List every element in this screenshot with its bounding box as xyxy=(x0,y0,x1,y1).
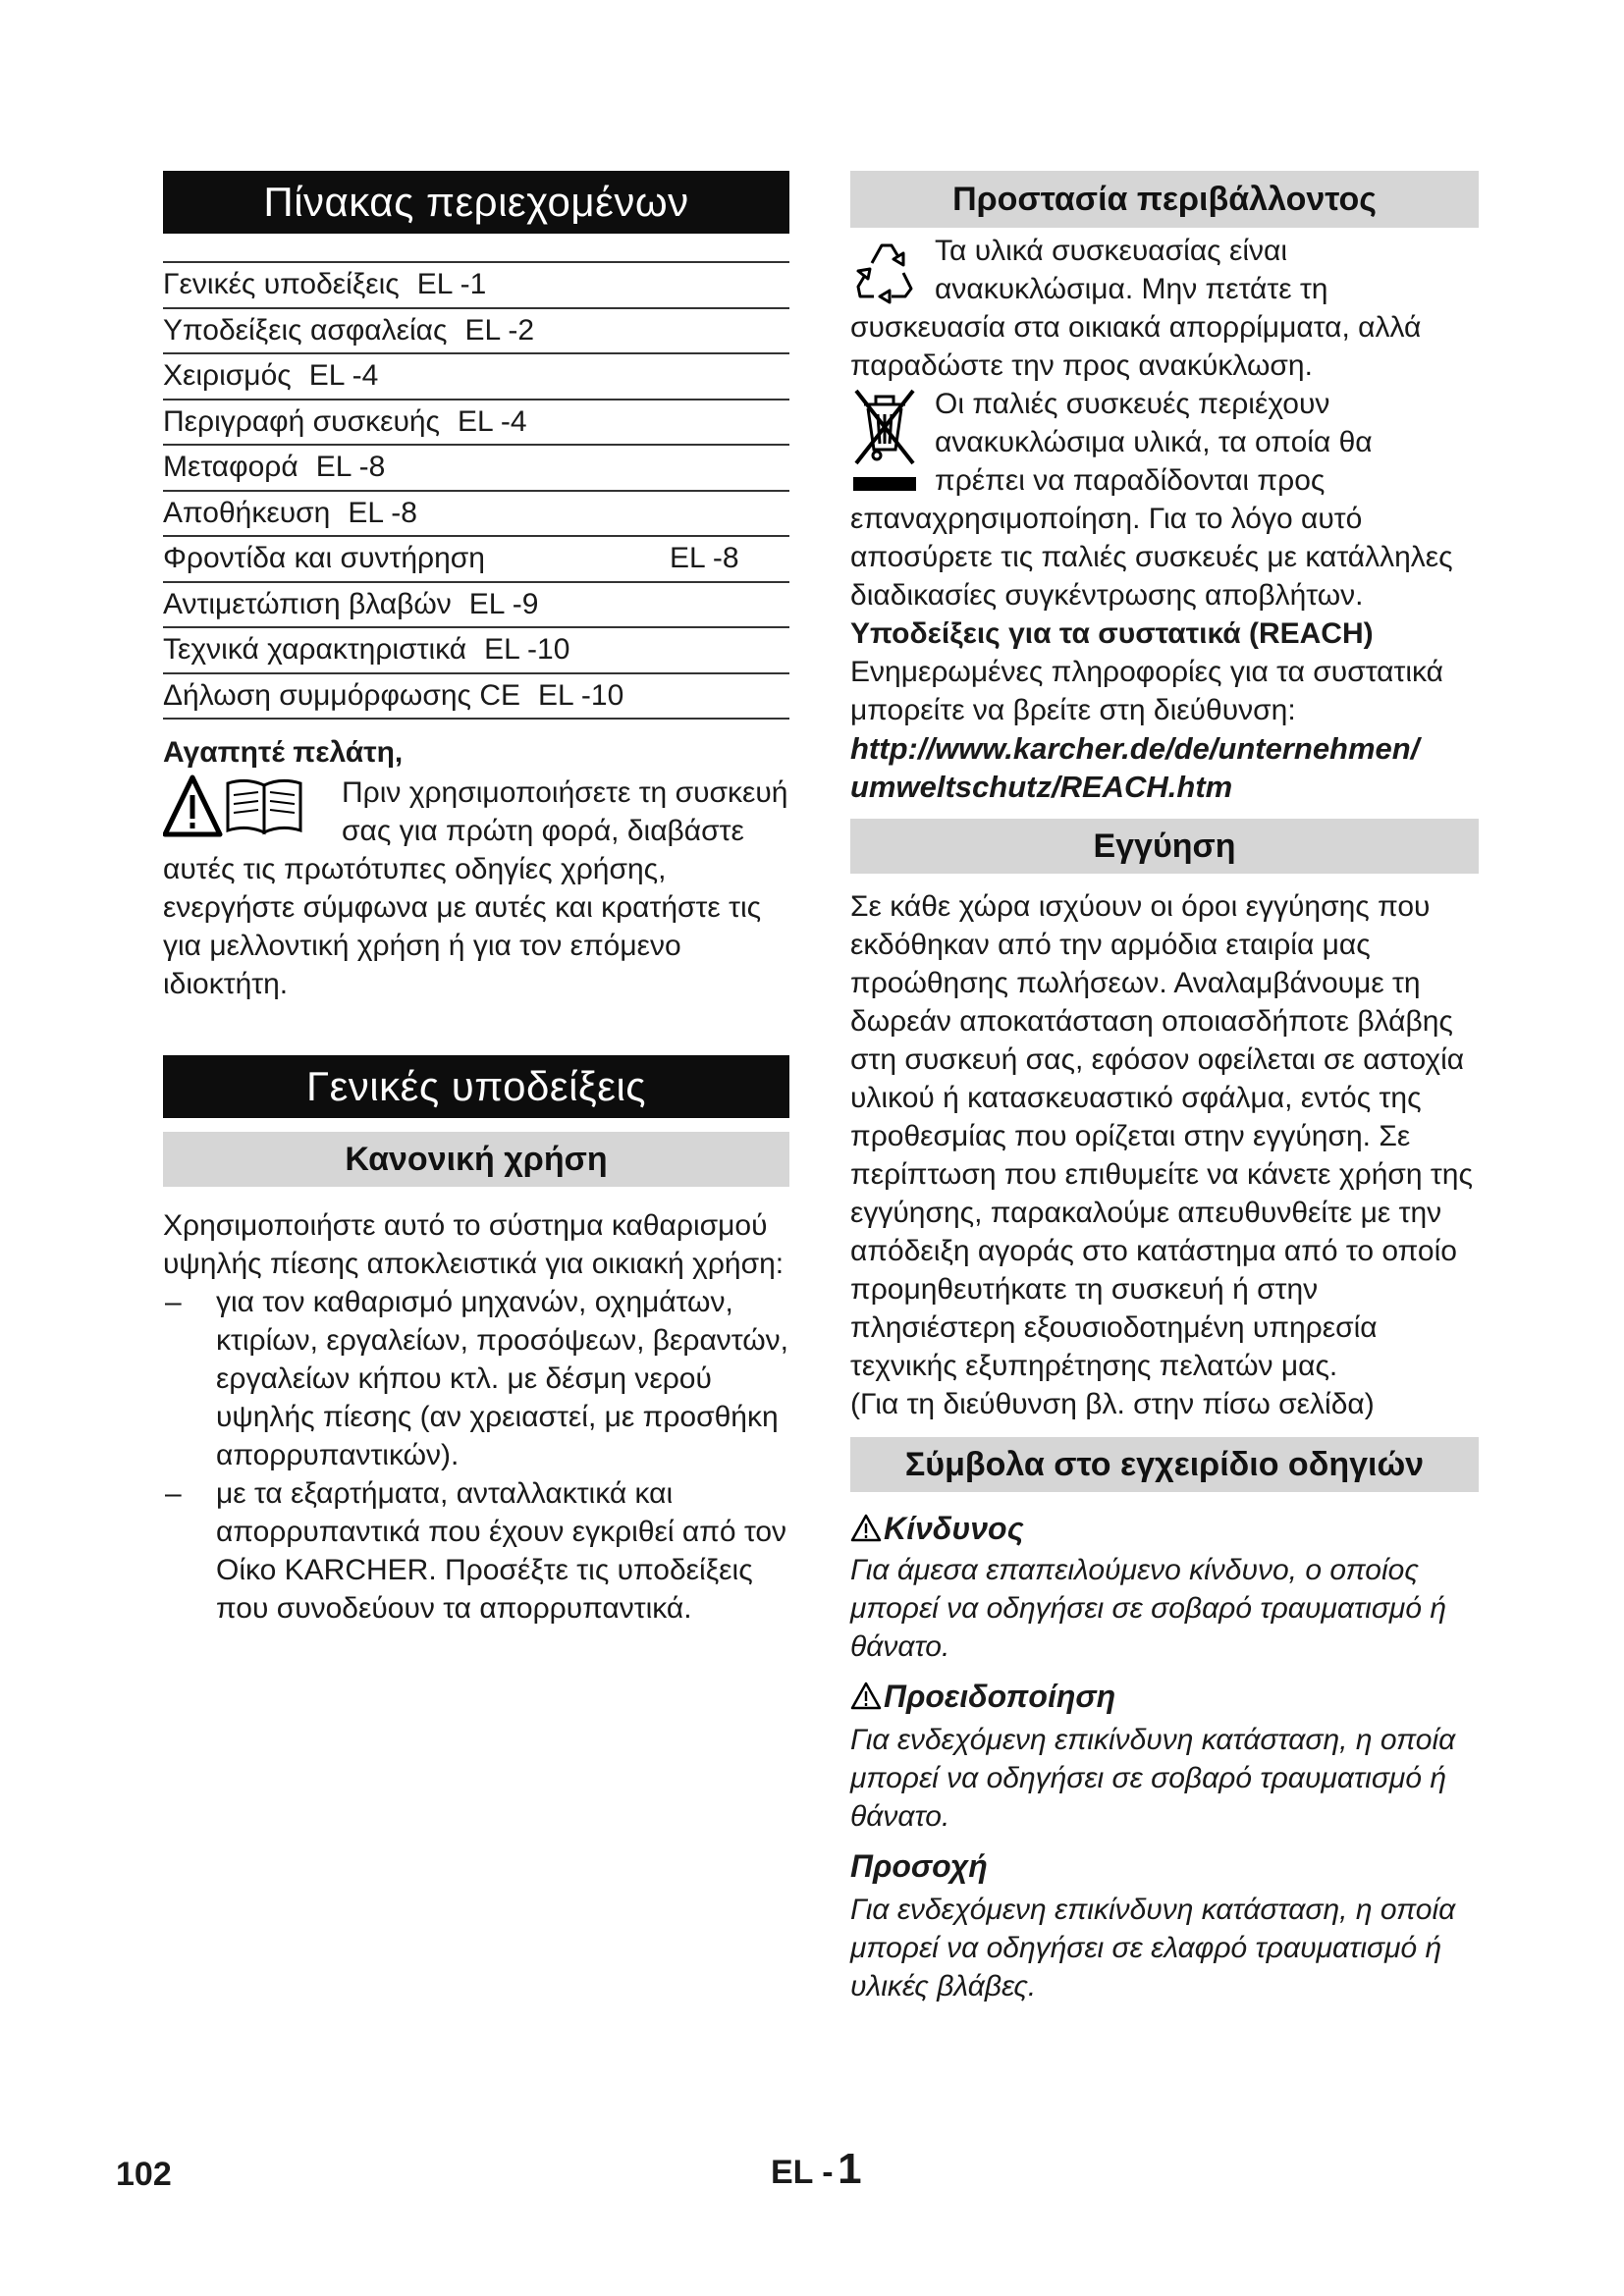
toc-page: EL -1 xyxy=(416,268,487,300)
reach-heading: Υποδείξεις για τα συστατικά (REACH) xyxy=(850,617,1374,650)
toc-label: Αποθήκευση xyxy=(163,496,331,529)
reach-text: Ενημερωμένες πληροφορίες για τα συστατικά μπορείτε να βρείτε στη διεύθυνση: xyxy=(850,656,1443,726)
toc-row[interactable] xyxy=(163,309,789,355)
toc-page: EL -2 xyxy=(464,313,535,347)
toc-row[interactable] xyxy=(163,674,789,721)
toc-page: EL -8 xyxy=(670,542,739,574)
section-prefix: EL - xyxy=(771,2154,834,2191)
toc-row[interactable] xyxy=(163,492,789,538)
danger-heading-text: Κίνδυνος xyxy=(884,1511,1024,1546)
recycle-text: συσκευασία στα οικιακά απορρίμματα, αλλά παραδώστε την προς ανακύκλωση. xyxy=(850,311,1422,382)
toc-page: EL -4 xyxy=(308,359,379,392)
warranty-title: Εγγύηση xyxy=(850,819,1479,874)
customer-line-1: Πριν χρησιμοποιήσετε τη συσκευή xyxy=(342,776,788,809)
danger-text: Για άμεσα επαπειλούμενο κίνδυνο, ο οποίος μπορεί να οδηγήσει σε σοβαρό τραυματισμό ή θάνατο. xyxy=(850,1554,1447,1663)
section-page-label xyxy=(771,2145,862,2194)
list-dash: – xyxy=(165,1477,182,1510)
left-column xyxy=(163,171,789,1628)
toc-row[interactable] xyxy=(163,537,789,583)
toc-page: EL -9 xyxy=(468,587,539,620)
reach-url-line-2: umweltschutz/REACH.htm xyxy=(850,770,1233,804)
list-item-text: για τον καθαρισμό μηχανών, οχημάτων, κτιρίων, εργαλείων, προσόψεων, βεραντών, εργαλείων κήπου κτλ. με δέσμη νερού υψηλής πίεσης (αν χρειαστεί, με προσθήκη απορρυπαντικών). xyxy=(216,1286,788,1471)
weee-line-3: πρέπει να παραδίδονται προς xyxy=(935,464,1326,497)
list-dash: – xyxy=(165,1286,182,1318)
toc-label: Δήλωση συμμόρφωσης CE xyxy=(163,678,521,712)
right-column xyxy=(850,171,1479,2005)
recycle-block xyxy=(850,232,1479,308)
toc-label: Γενικές υποδείξεις xyxy=(163,268,400,300)
warning-text: Για ενδεχόμενη επικίνδυνη κατάσταση, η οποία μπορεί να οδηγήσει σε σοβαρό τραυματισμό ή θάνατο. xyxy=(850,1724,1456,1833)
toc-page: EL -8 xyxy=(315,451,386,483)
toc-label: Φροντίδα και συντήρηση xyxy=(163,542,485,574)
list-item xyxy=(163,1283,789,1474)
toc-label: Περιγραφή συσκευής xyxy=(163,404,441,438)
customer-heading: Αγαπητέ πελάτη, xyxy=(163,736,404,769)
toc-page: EL -10 xyxy=(538,678,624,712)
warranty-text: Σε κάθε χώρα ισχύουν οι όροι εγγύησης που εκδόθηκαν από την αρμόδια εταιρία μας προώθησης πωλήσεων. Αναλαμβάνουμε τη δωρεάν αποκατάσταση οποιασδήποτε βλάβης στη συσκευή σας, εφόσον οφείλεται σε αστοχία υλικού ή κατασκευαστικό σφάλμα, εντός της προθεσμίας που ορίζεται στην εγγύηση. Σε περίπτωση που επιθυμείτε να κάνετε χρήση της εγγύησης, παρακαλούμε απευθυνθείτε με την απόδειξη αγοράς στο κατάστημα από το οποίο προμηθευτήκατε τη συσκευή ή στην πλησιέστερη εξουσιοδοτημένη υπηρεσία τεχνικής εξυπηρέτησης πελατών μας. xyxy=(850,890,1473,1382)
weee-line-2: ανακυκλώσιμα υλικά, τα οποία θα xyxy=(935,426,1373,458)
caution-heading: Προσοχή xyxy=(850,1848,988,1884)
toc-label: Υποδείξεις ασφαλείας xyxy=(163,313,448,347)
toc-label: Αντιμετώπιση βλαβών xyxy=(163,587,452,620)
list-item-text: με τα εξαρτήματα, ανταλλακτικά και απορρυπαντικά που έχουν εγκριθεί από τον Οίκο KARCHER. Προσέξτε τις υποδείξεις που συνοδεύουν τα απορρυπαντικά. xyxy=(216,1477,787,1625)
weee-block xyxy=(850,385,1479,500)
warning-heading-text: Προειδοποίηση xyxy=(884,1679,1116,1714)
warranty-note: (Για τη διεύθυνση βλ. στην πίσω σελίδα) xyxy=(850,1388,1375,1420)
toc-page: EL -10 xyxy=(484,633,570,666)
customer-line-2: σας για πρώτη φορά, διαβάστε xyxy=(342,815,744,847)
environment-title: Προστασία περιβάλλοντος xyxy=(850,171,1479,228)
general-title: Γενικές υποδείξεις xyxy=(163,1055,789,1118)
crossed-bin-icon xyxy=(850,385,919,499)
table-of-contents xyxy=(163,261,789,720)
toc-title: Πίνακας περιεχομένων xyxy=(163,171,789,234)
toc-row[interactable] xyxy=(163,400,789,447)
toc-label: Τεχνικά χαρακτηριστικά xyxy=(163,633,467,666)
weee-text: επαναχρησιμοποίηση. Για το λόγο αυτό αποσύρετε τις παλιές συσκευές με κατάλληλες διαδικασίες συγκέντρωσης αποβλήτων. xyxy=(850,503,1453,612)
section-page: 1 xyxy=(838,2145,862,2193)
recycle-line-1: Τα υλικά συσκευασίας είναι xyxy=(935,235,1288,267)
symbols-title: Σύμβολα στο εγχειρίδιο οδηγιών xyxy=(850,1437,1479,1492)
toc-row[interactable] xyxy=(163,628,789,674)
general-intro: Χρησιμοποιήστε αυτό το σύστημα καθαρισμού υψηλής πίεσης αποκλειστικά για οικιακή χρήση: xyxy=(163,1209,785,1280)
general-subtitle: Κανονική χρήση xyxy=(163,1132,789,1187)
read-manual-warning-icon xyxy=(163,774,306,840)
general-usage-list xyxy=(163,1283,789,1628)
toc-row[interactable] xyxy=(163,446,789,492)
toc-label: Μεταφορά xyxy=(163,451,298,483)
customer-text: αυτές τις πρωτότυπες οδηγίες χρήσης, ενεργήστε σύμφωνα με αυτές και κρατήστε τις για μελλοντική χρήση ή για τον επόμενο ιδιοκτήτη. xyxy=(163,853,762,1000)
caution-text: Για ενδεχόμενη επικίνδυνη κατάσταση, η οποία μπορεί να οδηγήσει σε ελαφρό τραυματισμό ή υλικές βλάβες. xyxy=(850,1894,1456,2002)
toc-page: EL -4 xyxy=(458,404,527,438)
page-number: 102 xyxy=(116,2156,172,2193)
list-item xyxy=(163,1474,789,1628)
toc-row[interactable] xyxy=(163,263,789,309)
toc-label: Χειρισμός xyxy=(163,359,292,392)
toc-row[interactable] xyxy=(163,583,789,629)
weee-line-1: Οι παλιές συσκευές περιέχουν xyxy=(935,388,1330,420)
reach-url-line-1: http://www.karcher.de/de/unternehmen/ xyxy=(850,731,1420,766)
recycle-line-2: ανακυκλώσιμα. Μην πετάτε τη xyxy=(935,273,1328,305)
warning-heading xyxy=(850,1676,1479,1717)
customer-intro xyxy=(163,774,789,850)
danger-heading xyxy=(850,1508,1479,1549)
toc-page: EL -8 xyxy=(348,496,417,529)
recycle-icon xyxy=(852,234,919,306)
toc-row[interactable] xyxy=(163,354,789,400)
reach-link[interactable] xyxy=(850,729,1479,806)
warning-triangle-icon xyxy=(850,1514,882,1542)
warning-triangle-icon xyxy=(850,1682,882,1710)
